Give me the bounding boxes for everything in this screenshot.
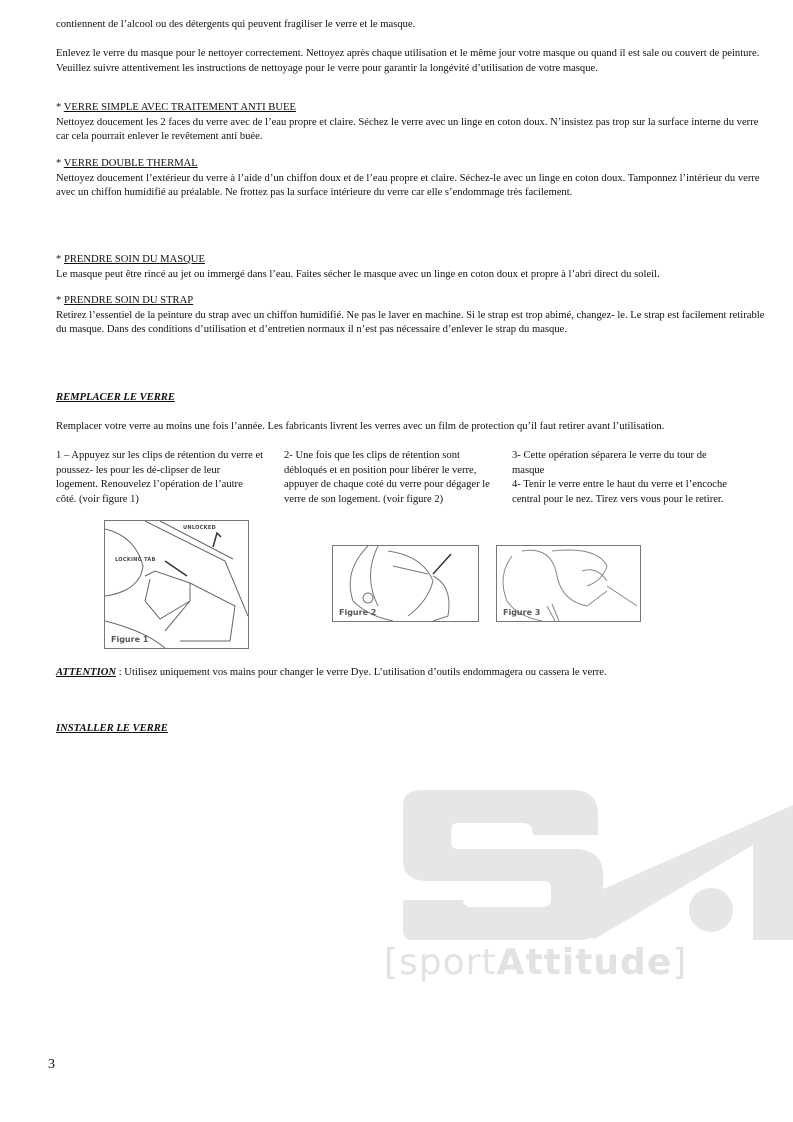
figure-label: Figure 3 (503, 608, 541, 617)
logo-s-shape (403, 790, 603, 940)
heading-installer-verre: INSTALLER LE VERRE (56, 723, 168, 734)
section-title: * PRENDRE SOIN DU STRAP (56, 295, 194, 306)
section-text: Le masque peut être rincé au jet ou immergé dans l’eau. Faites sécher le masque avec un linge en coton doux et propre à l’abri direct du soleil. (56, 268, 660, 280)
figure-label: Figure 2 (339, 608, 377, 617)
step-2: 2- Une fois que les clips de rétention sont débloqués et en position pour libérer le verre, appuyer de chaque coté du verre pour dégager le verre de son logement. (voir figure 2) (284, 450, 490, 505)
section-masque (56, 253, 768, 282)
heading-remplacer-verre: REMPLACER LE VERRE (56, 392, 175, 403)
step-1: 1 – Appuyez sur les clips de rétention du verre et poussez- les pour les dé-clipser de leur logement. Renouvelez l’opération de l’autre côté. (voir figure 1) (56, 450, 264, 505)
figure-1-image (104, 520, 249, 649)
brand-wordmark: [sportAttitude] (384, 942, 688, 983)
logo-dot (689, 888, 733, 932)
attention-label: ATTENTION (56, 667, 117, 678)
section-text: Retirez l’essentiel de la peinture du strap avec un chiffon humidifié. Ne pas le laver en machine. Si le strap est trop abimé, changez- le. Le strap est facilement retirable du masque. Dans des conditions d’utilisation et d’entretien normaux il n’est pas nécessaire d’enlever le strap du masque. (56, 309, 765, 336)
section-verre-simple (56, 101, 768, 145)
page-number: 3 (48, 1057, 55, 1072)
section-verre-double (56, 157, 768, 201)
section-title: * VERRE DOUBLE THERMAL (56, 158, 198, 169)
section-title: * PRENDRE SOIN DU MASQUE (56, 254, 205, 265)
step-3: 3- Cette opération séparera le verre du tour de masque (512, 450, 707, 476)
figure-3-image (496, 545, 641, 622)
attention-note: ATTENTION : Utilisez uniquement vos mains pour changer le verre Dye. L’utilisation d’outils endommagera ou cassera le verre. (56, 667, 607, 678)
figure-callout-locking-tab: LOCKING TAB (115, 557, 156, 563)
intro-paragraph: Enlevez le verre du masque pour le nettoyer correctement. Nettoyez après chaque utilisation et le même jour votre masque ou quand il est sale ou couvert de peinture. Veuillez suivre attentivement les instructions de nettoyage pour le verre pour garantir la longévité d’utilisation de votre masque. (56, 48, 760, 74)
section-text: Nettoyez doucement l’extérieur du verre à l’aide d’un chiffon doux et de l’eau propre et claire. Séchez-le avec un linge en coton doux. Tamponnez l’intérieur du verre avec un chiffon humidifié au préalable. Ne frottez pas la surface intérieure du verre car elle s’endommage très facilement. (56, 172, 760, 199)
figure-label: Figure 1 (111, 635, 149, 644)
section-text: Nettoyez doucement les 2 faces du verre avec de l’eau propre et claire. Séchez le verre avec un linge en coton doux. N’insistez pas trop sur la surface interne du verre car cela pourrait enlever le revêtement anti buée. (56, 116, 759, 143)
step-4: 4- Tenir le verre entre le haut du verre et l’encoche central pour le nez. Tirez vers vous pour le retirer. (512, 479, 727, 505)
figure-callout-unlocked: UNLOCKED (183, 525, 217, 531)
section-title: * VERRE SIMPLE AVEC TRAITEMENT ANTI BUEE (56, 102, 296, 113)
section-strap (56, 294, 768, 338)
replace-intro: Remplacer votre verre au moins une fois l’année. Les fabricants livrent les verres avec un film de protection qu’il faut retirer avant l’utilisation. (56, 421, 665, 432)
intro-line: contiennent de l’alcool ou des détergents qui peuvent fragiliser le verre et le masque. (56, 19, 416, 30)
step-3-4 (512, 449, 727, 507)
figure-2-image (332, 545, 479, 622)
